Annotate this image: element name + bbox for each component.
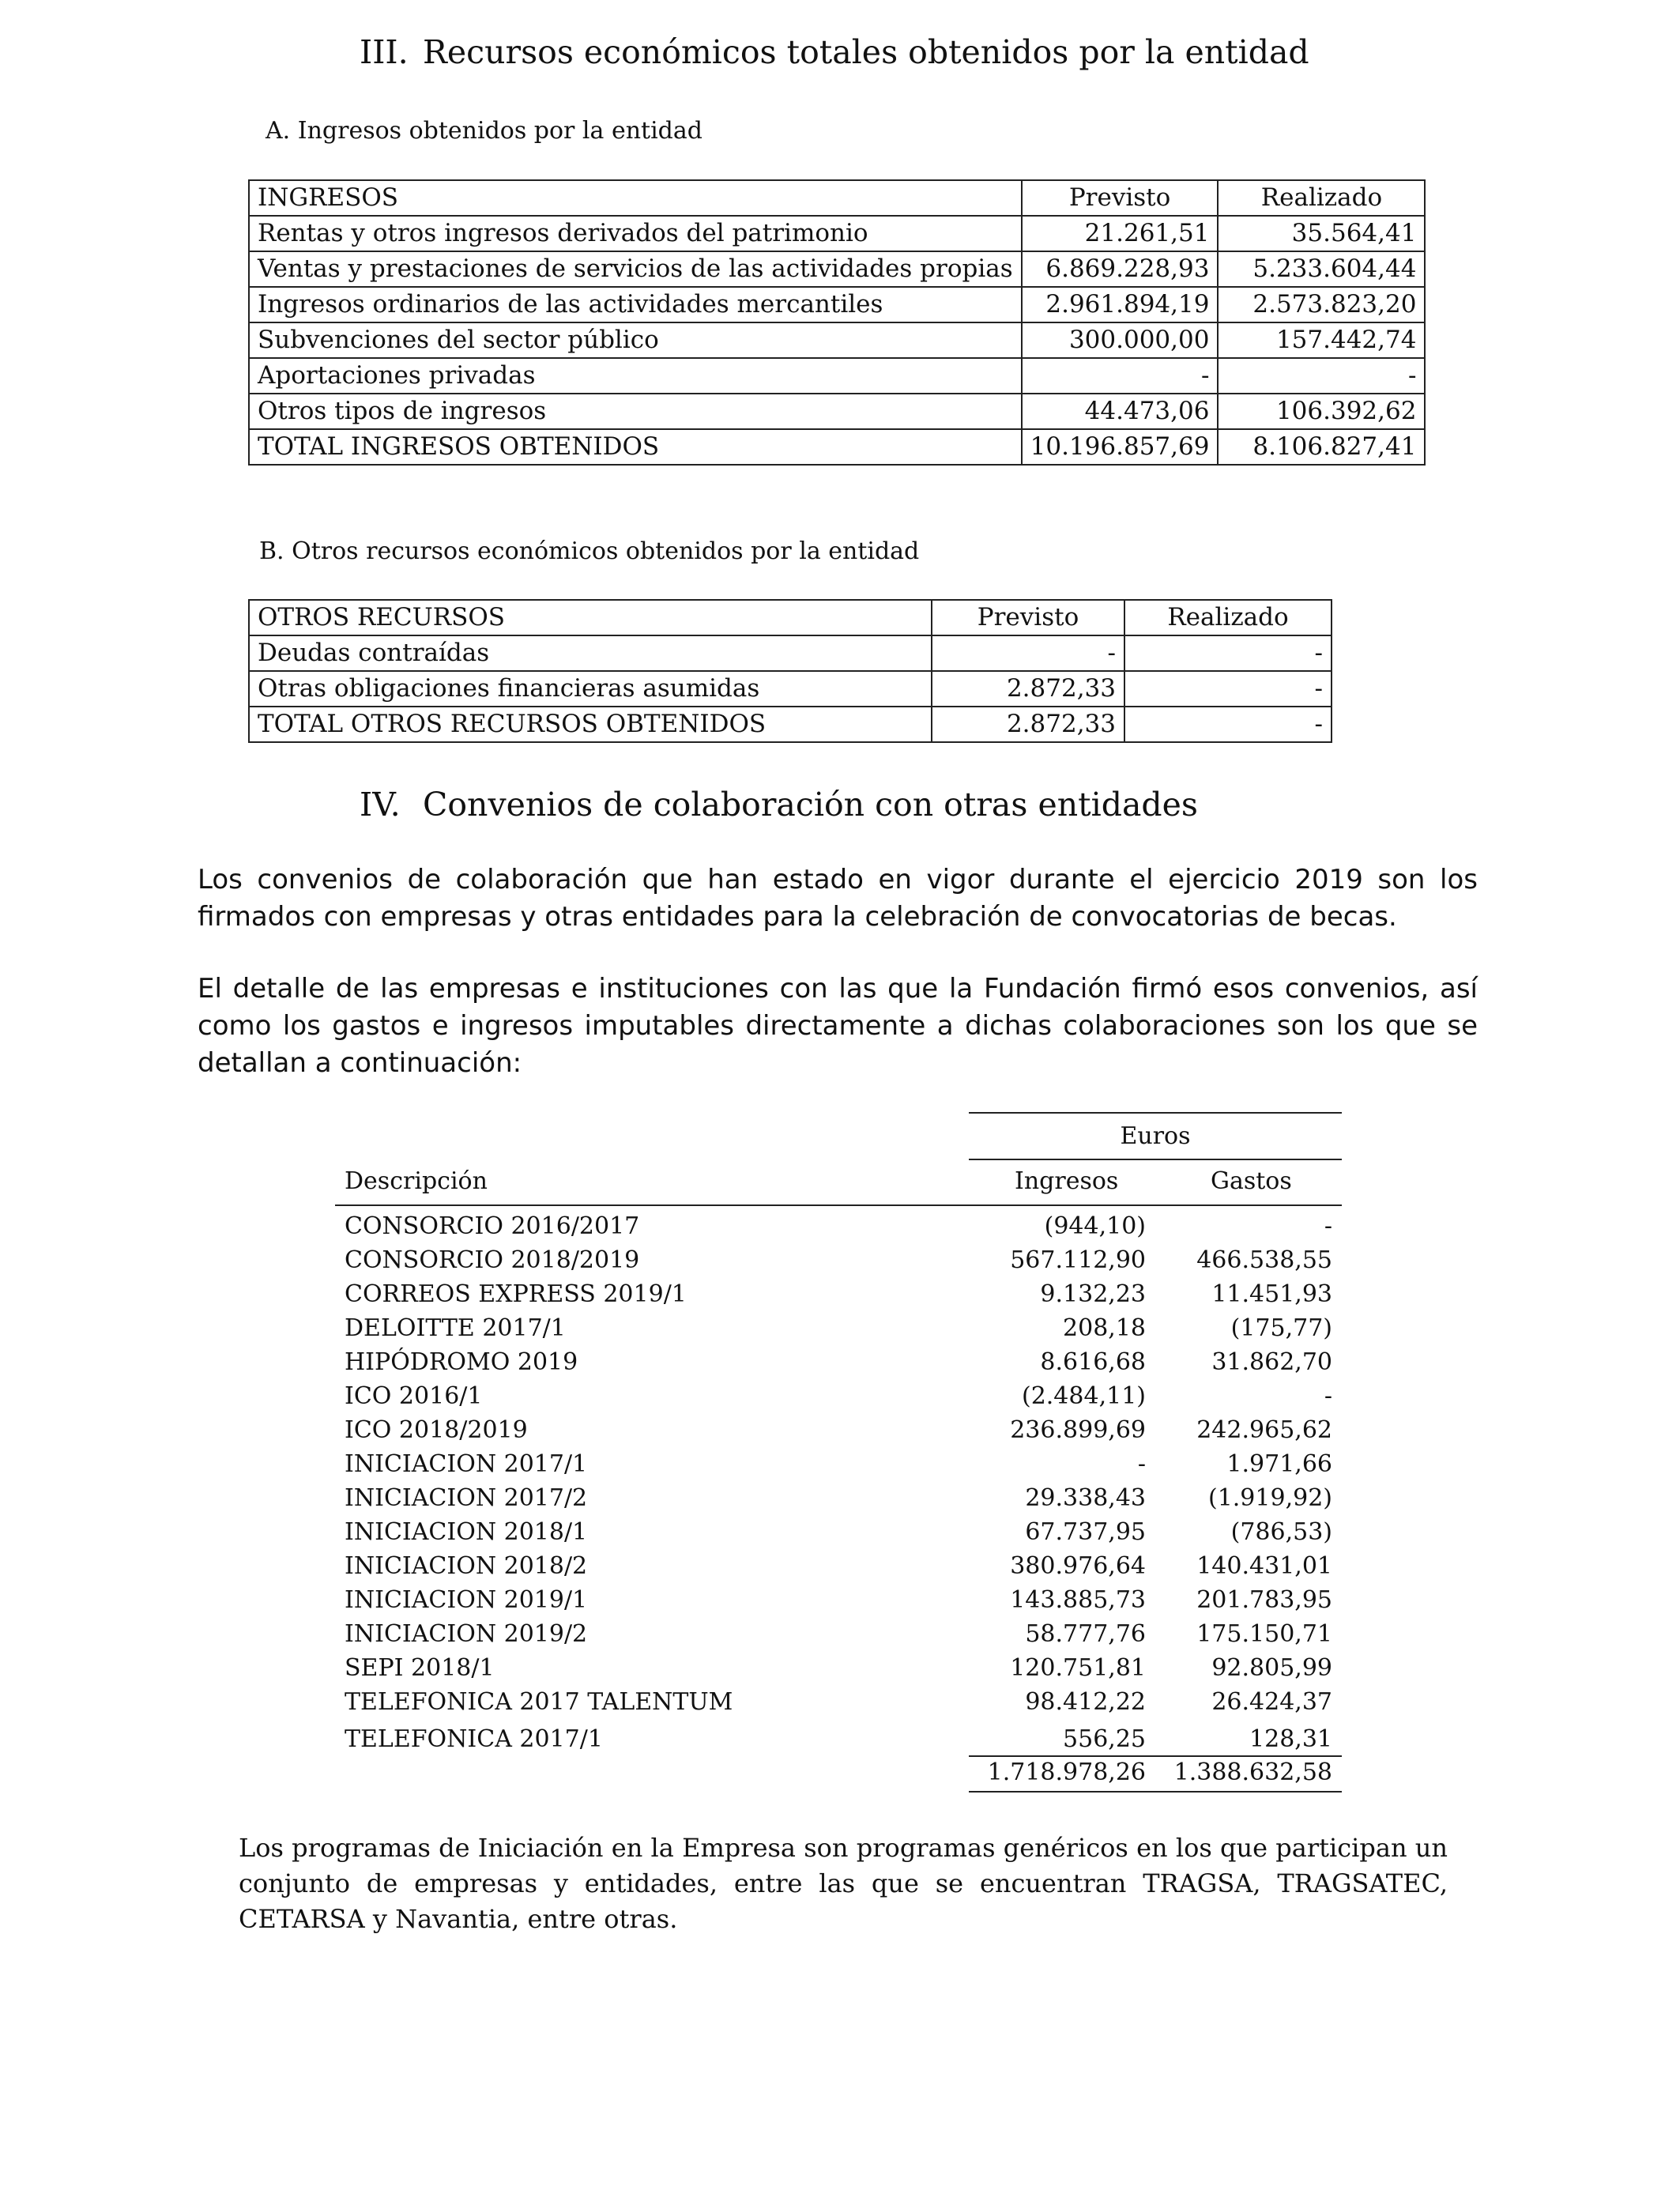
row-gastos: (175,77) <box>1230 1314 1332 1342</box>
header-cell: Realizado <box>1124 600 1332 635</box>
ingresos-table <box>248 179 1426 466</box>
row-ingresos: 8.616,68 <box>1040 1348 1146 1376</box>
row-description: INICIACION 2019/1 <box>345 1586 588 1614</box>
row-previsto: 6.869.228,93 <box>1022 251 1219 287</box>
row-ingresos: (2.484,11) <box>1021 1382 1146 1410</box>
row-label: Rentas y otros ingresos derivados del patrimonio <box>249 216 1022 251</box>
table-row <box>335 1246 1342 1280</box>
row-description: INICIACION 2019/2 <box>345 1620 588 1648</box>
row-gastos: 175.150,71 <box>1196 1620 1332 1648</box>
row-label: Subvenciones del sector público <box>249 322 1022 358</box>
table-row <box>249 358 1425 394</box>
section-4-heading <box>360 786 1198 824</box>
table-row <box>249 635 1332 671</box>
table-row <box>335 1484 1342 1518</box>
row-ingresos: 98.412,22 <box>1025 1688 1146 1716</box>
header-cell: OTROS RECURSOS <box>249 600 932 635</box>
row-ingresos: (944,10) <box>1044 1212 1146 1240</box>
row-previsto: - <box>932 635 1124 671</box>
total-ingresos: 1.718.978,26 <box>987 1759 1146 1786</box>
row-description: TELEFONICA 2017/1 <box>345 1725 603 1753</box>
row-realizado: - <box>1124 671 1332 707</box>
group-header-row <box>335 1122 1342 1156</box>
header-rule <box>335 1204 1342 1206</box>
section-3-number: III. <box>360 33 409 71</box>
row-label: Otros tipos de ingresos <box>249 394 1022 429</box>
total-label: TOTAL OTROS RECURSOS OBTENIDOS <box>249 707 932 742</box>
row-ingresos: 143.885,73 <box>1010 1586 1146 1614</box>
row-realizado: 5.233.604,44 <box>1218 251 1425 287</box>
table-row <box>335 1620 1342 1654</box>
total-bottom-rule <box>969 1791 1342 1793</box>
row-gastos: (1.919,92) <box>1207 1484 1332 1512</box>
row-gastos: (786,53) <box>1230 1518 1332 1546</box>
total-realizado: 8.106.827,41 <box>1218 429 1425 465</box>
row-description: HIPÓDROMO 2019 <box>345 1348 578 1376</box>
paragraph-convenios-intro: Los convenios de colaboración que han estado en vigor durante el ejercicio 2019 son los firmados con empresas y otras entidades para la celebración de convocatorias de becas. <box>198 864 1478 933</box>
row-previsto: 300.000,00 <box>1022 322 1219 358</box>
table-row <box>249 287 1425 322</box>
total-row <box>249 707 1332 742</box>
group-top-rule <box>969 1112 1342 1114</box>
table-row <box>335 1518 1342 1552</box>
total-gastos: 1.388.632,58 <box>1173 1759 1332 1786</box>
row-ingresos: 58.777,76 <box>1025 1620 1146 1648</box>
row-label: Ingresos ordinarios de las actividades mercantiles <box>249 287 1022 322</box>
row-label: Aportaciones privadas <box>249 358 1022 394</box>
table-row <box>335 1450 1342 1484</box>
row-realizado: - <box>1124 635 1332 671</box>
table-row <box>335 1416 1342 1450</box>
section-3-heading <box>360 33 1309 71</box>
table-row <box>249 394 1425 429</box>
row-gastos: - <box>1324 1382 1332 1410</box>
otros-recursos-table <box>248 599 1332 743</box>
table-row <box>335 1586 1342 1620</box>
header-descripcion: Descripción <box>345 1167 488 1195</box>
row-label: Otras obligaciones financieras asumidas <box>249 671 932 707</box>
table-row <box>335 1725 1342 1759</box>
header-ingresos: Ingresos <box>1015 1167 1119 1195</box>
table-row <box>249 322 1425 358</box>
table-row <box>335 1688 1342 1722</box>
row-description: SEPI 2018/1 <box>345 1654 495 1682</box>
row-previsto: 2.961.894,19 <box>1022 287 1219 322</box>
table-row <box>249 251 1425 287</box>
row-previsto: 44.473,06 <box>1022 394 1219 429</box>
row-ingresos: 236.899,69 <box>1010 1416 1146 1444</box>
total-previsto: 2.872,33 <box>932 707 1124 742</box>
row-description: INICIACION 2018/2 <box>345 1552 588 1580</box>
row-gastos: 92.805,99 <box>1211 1654 1332 1682</box>
total-realizado: - <box>1124 707 1332 742</box>
table-row <box>335 1212 1342 1246</box>
paragraph-convenios-detail: El detalle de las empresas e instituciones con las que la Fundación firmó esos convenios, así como los gastos e ingresos imputables directamente a dichas colaboraciones son los que se detallan a continuación: <box>198 973 1478 1079</box>
row-gastos: 11.451,93 <box>1211 1280 1332 1308</box>
row-description: CONSORCIO 2018/2019 <box>345 1246 640 1274</box>
table-header-row <box>249 600 1332 635</box>
row-ingresos: 120.751,81 <box>1010 1654 1146 1682</box>
row-description: CONSORCIO 2016/2017 <box>345 1212 640 1240</box>
table-row <box>335 1314 1342 1348</box>
row-gastos: 201.783,95 <box>1196 1586 1332 1614</box>
row-realizado: 157.442,74 <box>1218 322 1425 358</box>
table-row <box>335 1280 1342 1314</box>
row-gastos: 242.965,62 <box>1196 1416 1332 1444</box>
total-row <box>249 429 1425 465</box>
total-row <box>335 1759 1342 1793</box>
row-label: Deudas contraídas <box>249 635 932 671</box>
total-rule <box>969 1755 1342 1757</box>
row-ingresos: 29.338,43 <box>1025 1484 1146 1512</box>
section-4-number: IV. <box>360 786 401 824</box>
row-description: DELOITTE 2017/1 <box>345 1314 566 1342</box>
header-cell: Realizado <box>1218 180 1425 216</box>
row-realizado: - <box>1218 358 1425 394</box>
table-row <box>335 1552 1342 1586</box>
row-description: INICIACION 2018/1 <box>345 1518 588 1546</box>
table-header-row <box>335 1167 1342 1201</box>
row-ingresos: 67.737,95 <box>1025 1518 1146 1546</box>
row-ingresos: 9.132,23 <box>1040 1280 1146 1308</box>
table-row <box>249 671 1332 707</box>
paragraph-programas-iniciacion: Los programas de Iniciación en la Empresa son programas genéricos en los que participan un conjunto de empresas y entidades, entre las que se encuentran TRAGSA, TRAGSATEC, CETARSA y Navantia, entre otras. <box>239 1833 1448 1934</box>
row-gastos: 466.538,55 <box>1196 1246 1332 1274</box>
header-cell: Previsto <box>932 600 1124 635</box>
row-description: CORREOS EXPRESS 2019/1 <box>345 1280 687 1308</box>
table-header-row <box>249 180 1425 216</box>
row-previsto: 21.261,51 <box>1022 216 1219 251</box>
header-cell: Previsto <box>1022 180 1219 216</box>
row-ingresos: 556,25 <box>1063 1725 1146 1753</box>
euros-header: Euros <box>1120 1122 1191 1150</box>
otros-subtitle: B. Otros recursos económicos obtenidos por la entidad <box>259 537 920 565</box>
header-cell: INGRESOS <box>249 180 1022 216</box>
ingresos-subtitle: A. Ingresos obtenidos por la entidad <box>266 117 703 145</box>
row-gastos: 31.862,70 <box>1211 1348 1332 1376</box>
table-row <box>335 1382 1342 1416</box>
row-previsto: - <box>1022 358 1219 394</box>
row-ingresos: 380.976,64 <box>1010 1552 1146 1580</box>
table-row <box>249 216 1425 251</box>
row-ingresos: - <box>1137 1450 1146 1478</box>
row-description: INICIACION 2017/2 <box>345 1484 588 1512</box>
row-gastos: 128,31 <box>1249 1725 1332 1753</box>
table-row <box>335 1654 1342 1688</box>
section-4-title: Convenios de colaboración con otras entidades <box>423 786 1198 824</box>
row-gastos: 1.971,66 <box>1226 1450 1332 1478</box>
row-realizado: 106.392,62 <box>1218 394 1425 429</box>
row-gastos: 140.431,01 <box>1196 1552 1332 1580</box>
row-gastos: - <box>1324 1212 1332 1240</box>
row-description: ICO 2016/1 <box>345 1382 483 1410</box>
total-previsto: 10.196.857,69 <box>1022 429 1219 465</box>
row-previsto: 2.872,33 <box>932 671 1124 707</box>
row-realizado: 2.573.823,20 <box>1218 287 1425 322</box>
header-gastos: Gastos <box>1211 1167 1292 1195</box>
row-label: Ventas y prestaciones de servicios de las actividades propias <box>249 251 1022 287</box>
section-3-title: Recursos económicos totales obtenidos por la entidad <box>423 33 1309 71</box>
row-description: INICIACION 2017/1 <box>345 1450 588 1478</box>
total-label: TOTAL INGRESOS OBTENIDOS <box>249 429 1022 465</box>
row-gastos: 26.424,37 <box>1211 1688 1332 1716</box>
table-row <box>335 1348 1342 1382</box>
row-realizado: 35.564,41 <box>1218 216 1425 251</box>
row-ingresos: 208,18 <box>1063 1314 1146 1342</box>
group-bottom-rule <box>969 1159 1342 1160</box>
row-description: TELEFONICA 2017 TALENTUM <box>345 1688 733 1716</box>
row-ingresos: 567.112,90 <box>1010 1246 1146 1274</box>
row-description: ICO 2018/2019 <box>345 1416 528 1444</box>
